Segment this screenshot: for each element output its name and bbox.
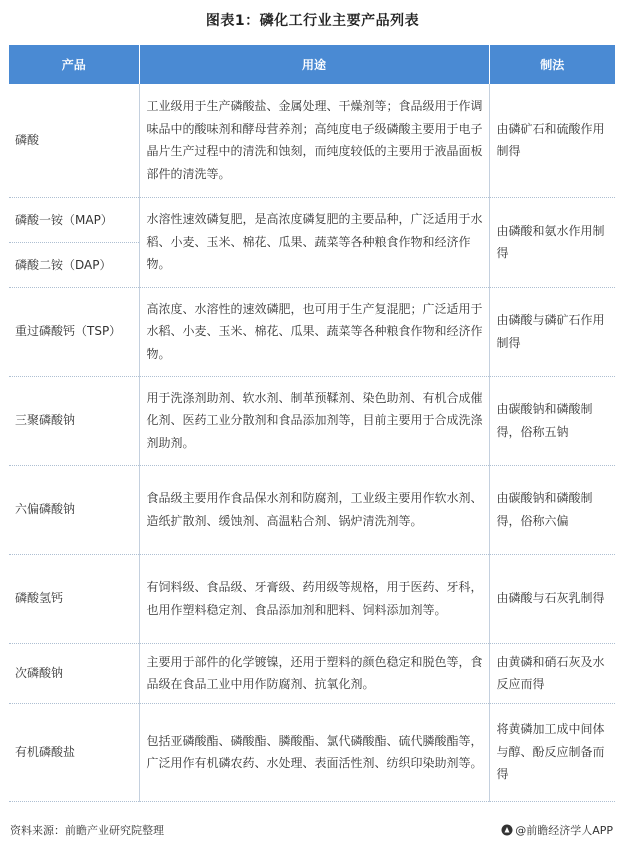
product-method: 由磷矿石和硫酸作用制得 <box>489 84 615 197</box>
product-method: 由碳酸钠和磷酸制得，俗称五钠 <box>489 376 615 465</box>
brand-logo-icon <box>501 824 513 836</box>
table-row <box>9 197 615 287</box>
product-use: 工业级用于生产磷酸盐、金属处理、干燥剂等；食品级用于作调味品中的酸味剂和酵母营养剂；高纯度电子级磷酸主要用于电子晶片生产过程中的清洗和蚀刻，而纯度较低的主要用于液晶面板部件的清洗等。 <box>139 84 489 197</box>
header-method: 制法 <box>489 45 615 84</box>
product-method: 由磷酸与石灰乳制得 <box>489 554 615 643</box>
table-header-row <box>9 45 615 84</box>
product-name-group <box>9 197 139 287</box>
product-method: 由磷酸与磷矿石作用制得 <box>489 287 615 376</box>
product-use: 用于洗涤剂助剂、软水剂、制革预鞣剂、染色助剂、有机合成催化剂、医药工业分散剂和食品添加剂等，目前主要用于合成洗涤剂助剂。 <box>139 376 489 465</box>
page-title: 图表1：磷化工行业主要产品列表 <box>205 13 420 29</box>
product-method: 由黄磷和硝石灰及水反应而得 <box>489 643 615 703</box>
product-use: 包括亚磷酸酯、磷酸酯、膦酸酯、氯代磷酸酯、硫代膦酸酯等，广泛用作有机磷农药、水处理、表面活性剂、纺织印染助剂等。 <box>139 703 489 801</box>
table-row <box>9 643 615 703</box>
credit-text: @前瞻经济学人APP <box>515 824 613 837</box>
product-method: 由磷酸和氨水作用制得 <box>489 197 615 287</box>
product-method: 由碳酸钠和磷酸制得，俗称六偏 <box>489 465 615 554</box>
product-name: 磷酸 <box>9 84 139 197</box>
product-table <box>9 45 615 802</box>
product-use: 水溶性速效磷复肥，是高浓度磷复肥的主要品种，广泛适用于水稻、小麦、玉米、棉花、瓜果、蔬菜等各种粮食作物和经济作物。 <box>139 197 489 287</box>
product-name: 六偏磷酸钠 <box>9 465 139 554</box>
header-product: 产品 <box>9 45 139 84</box>
product-name: 磷酸一铵（MAP） <box>9 198 139 243</box>
product-use: 食品级主要用作食品保水剂和防腐剂，工业级主要用作软水剂、造纸扩散剂、缓蚀剂、高温粘合剂、锅炉清洗剂等。 <box>139 465 489 554</box>
product-name: 磷酸二铵（DAP） <box>15 257 112 272</box>
product-use: 有饲料级、食品级、牙膏级、药用级等规格，用于医药、牙科，也用作塑料稳定剂、食品添加剂和肥料、饲料添加剂等。 <box>139 554 489 643</box>
table-row <box>9 376 615 465</box>
product-name: 重过磷酸钙（TSP） <box>9 287 139 376</box>
product-use: 主要用于部件的化学镀镍，还用于塑料的颜色稳定和脱色等，食品级在食品工业中用作防腐剂、抗氧化剂。 <box>139 643 489 703</box>
product-name: 三聚磷酸钠 <box>9 376 139 465</box>
product-method: 将黄磷加工成中间体与醇、酚反应制备而得 <box>489 703 615 801</box>
table-row <box>9 84 615 197</box>
credit-line <box>501 822 613 838</box>
table-row <box>9 465 615 554</box>
table-row <box>9 287 615 376</box>
source-note: 资料来源：前瞻产业研究院整理 <box>10 824 164 837</box>
product-use: 高浓度、水溶性的速效磷肥，也可用于生产复混肥；广泛适用于水稻、小麦、玉米、棉花、瓜果、蔬菜等各种粮食作物和经济作物。 <box>139 287 489 376</box>
table-row <box>9 703 615 801</box>
product-name: 有机磷酸盐 <box>9 703 139 801</box>
header-use: 用途 <box>139 45 489 84</box>
product-name: 磷酸氢钙 <box>9 554 139 643</box>
product-name: 次磷酸钠 <box>9 643 139 703</box>
table-row <box>9 554 615 643</box>
